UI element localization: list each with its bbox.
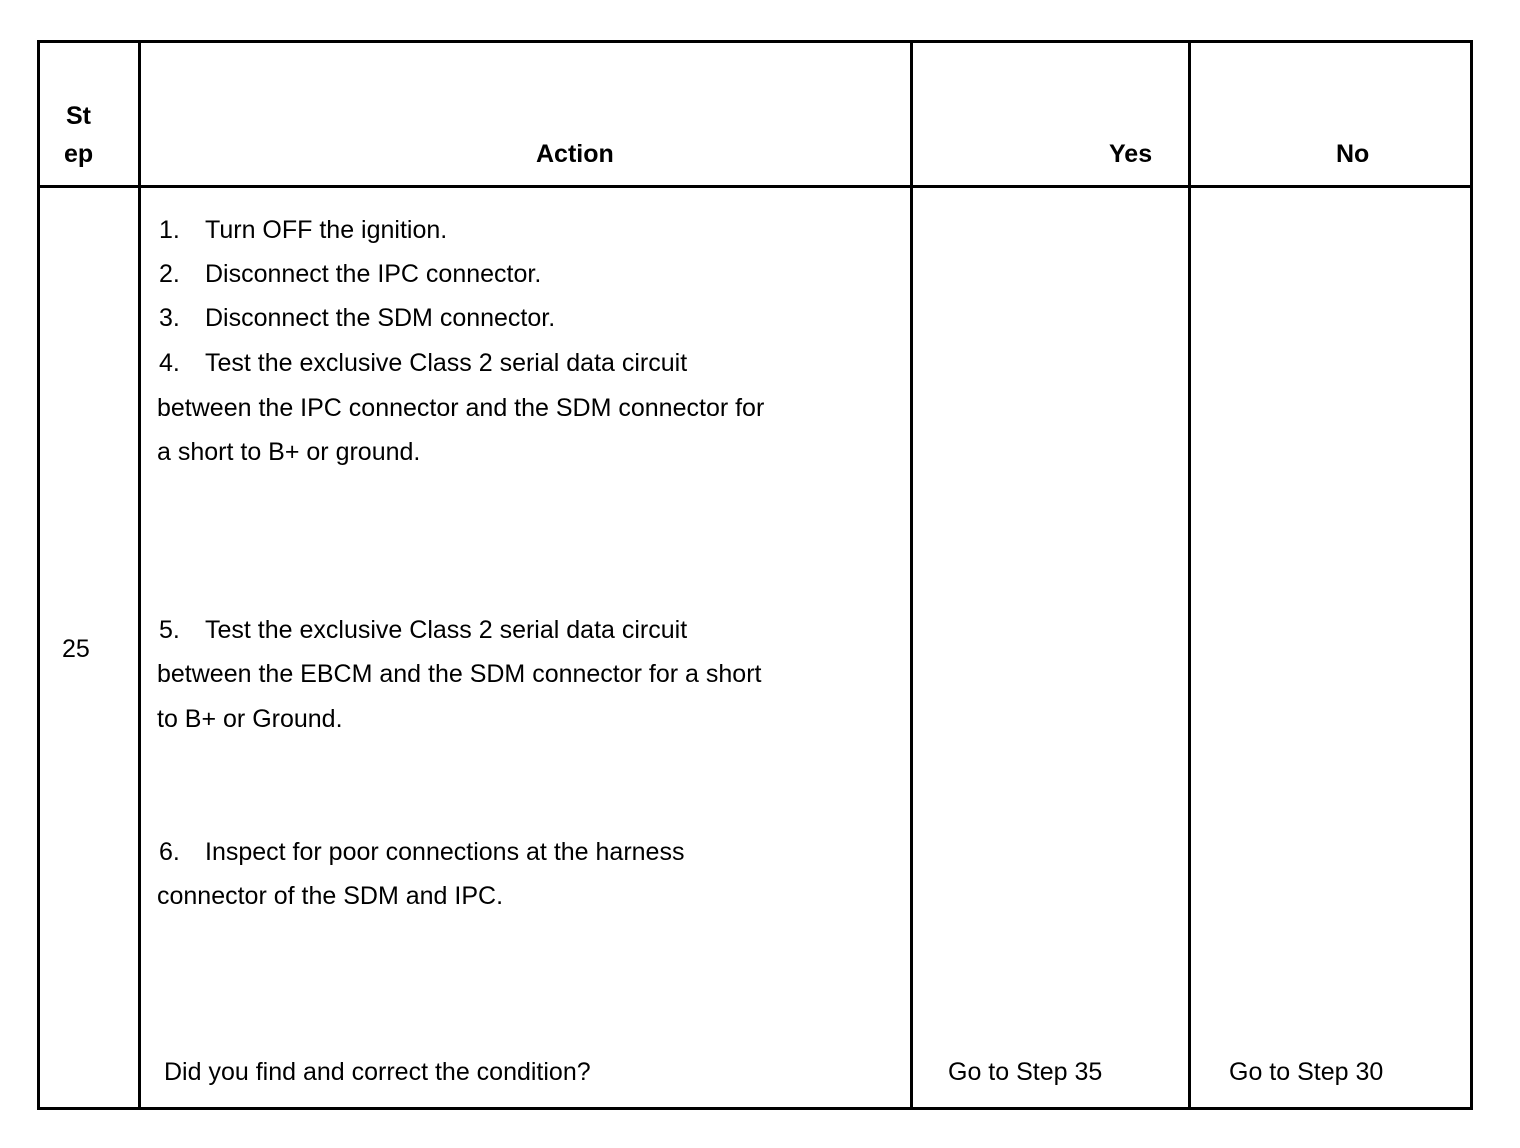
table-border-top <box>37 40 1473 43</box>
action-item-number: 5. <box>159 616 180 644</box>
step-number: 25 <box>62 635 90 663</box>
action-item-4 <box>159 348 687 378</box>
action-item-text: Disconnect the SDM connector. <box>205 304 556 332</box>
action-item-1 <box>159 215 447 245</box>
action-item-5-continuation: to B+ or Ground. <box>157 705 343 733</box>
table-border-bottom <box>37 1107 1473 1110</box>
action-item-text: Turn OFF the ignition. <box>205 216 448 244</box>
header-step-line2: ep <box>64 140 94 168</box>
action-item-5-continuation: between the EBCM and the SDM connector for a short <box>157 660 762 688</box>
procedure-table <box>37 40 1473 1110</box>
yes-outcome: Go to Step 35 <box>948 1058 1103 1086</box>
action-item-number: 1. <box>159 216 180 244</box>
action-item-text: Inspect for poor connections at the harness <box>205 838 685 866</box>
action-item-2 <box>159 259 541 289</box>
column-divider-step <box>138 40 141 1110</box>
header-no: No <box>1336 140 1370 168</box>
header-step-line1: St <box>66 102 91 130</box>
action-item-5 <box>159 615 687 645</box>
action-item-6-continuation: connector of the SDM and IPC. <box>157 882 504 910</box>
table-border-left <box>37 40 40 1110</box>
no-outcome: Go to Step 30 <box>1229 1058 1384 1086</box>
action-item-number: 6. <box>159 838 180 866</box>
question-text: Did you find and correct the condition? <box>164 1058 591 1086</box>
column-divider-yes <box>1188 40 1191 1110</box>
column-divider-action <box>910 40 913 1110</box>
action-item-6 <box>159 837 684 867</box>
action-item-text: Disconnect the IPC connector. <box>205 260 542 288</box>
table-border-right <box>1470 40 1473 1110</box>
header-divider <box>37 185 1473 188</box>
header-yes: Yes <box>1109 140 1153 168</box>
action-item-text: Test the exclusive Class 2 serial data circuit <box>205 349 688 377</box>
header-action: Action <box>536 140 614 168</box>
action-item-text: Test the exclusive Class 2 serial data circuit <box>205 616 688 644</box>
action-item-4-continuation: between the IPC connector and the SDM connector for <box>157 394 765 422</box>
action-item-number: 3. <box>159 304 180 332</box>
action-item-4-continuation: a short to B+ or ground. <box>157 438 421 466</box>
action-item-number: 4. <box>159 349 180 377</box>
action-item-number: 2. <box>159 260 180 288</box>
action-item-3 <box>159 303 555 333</box>
